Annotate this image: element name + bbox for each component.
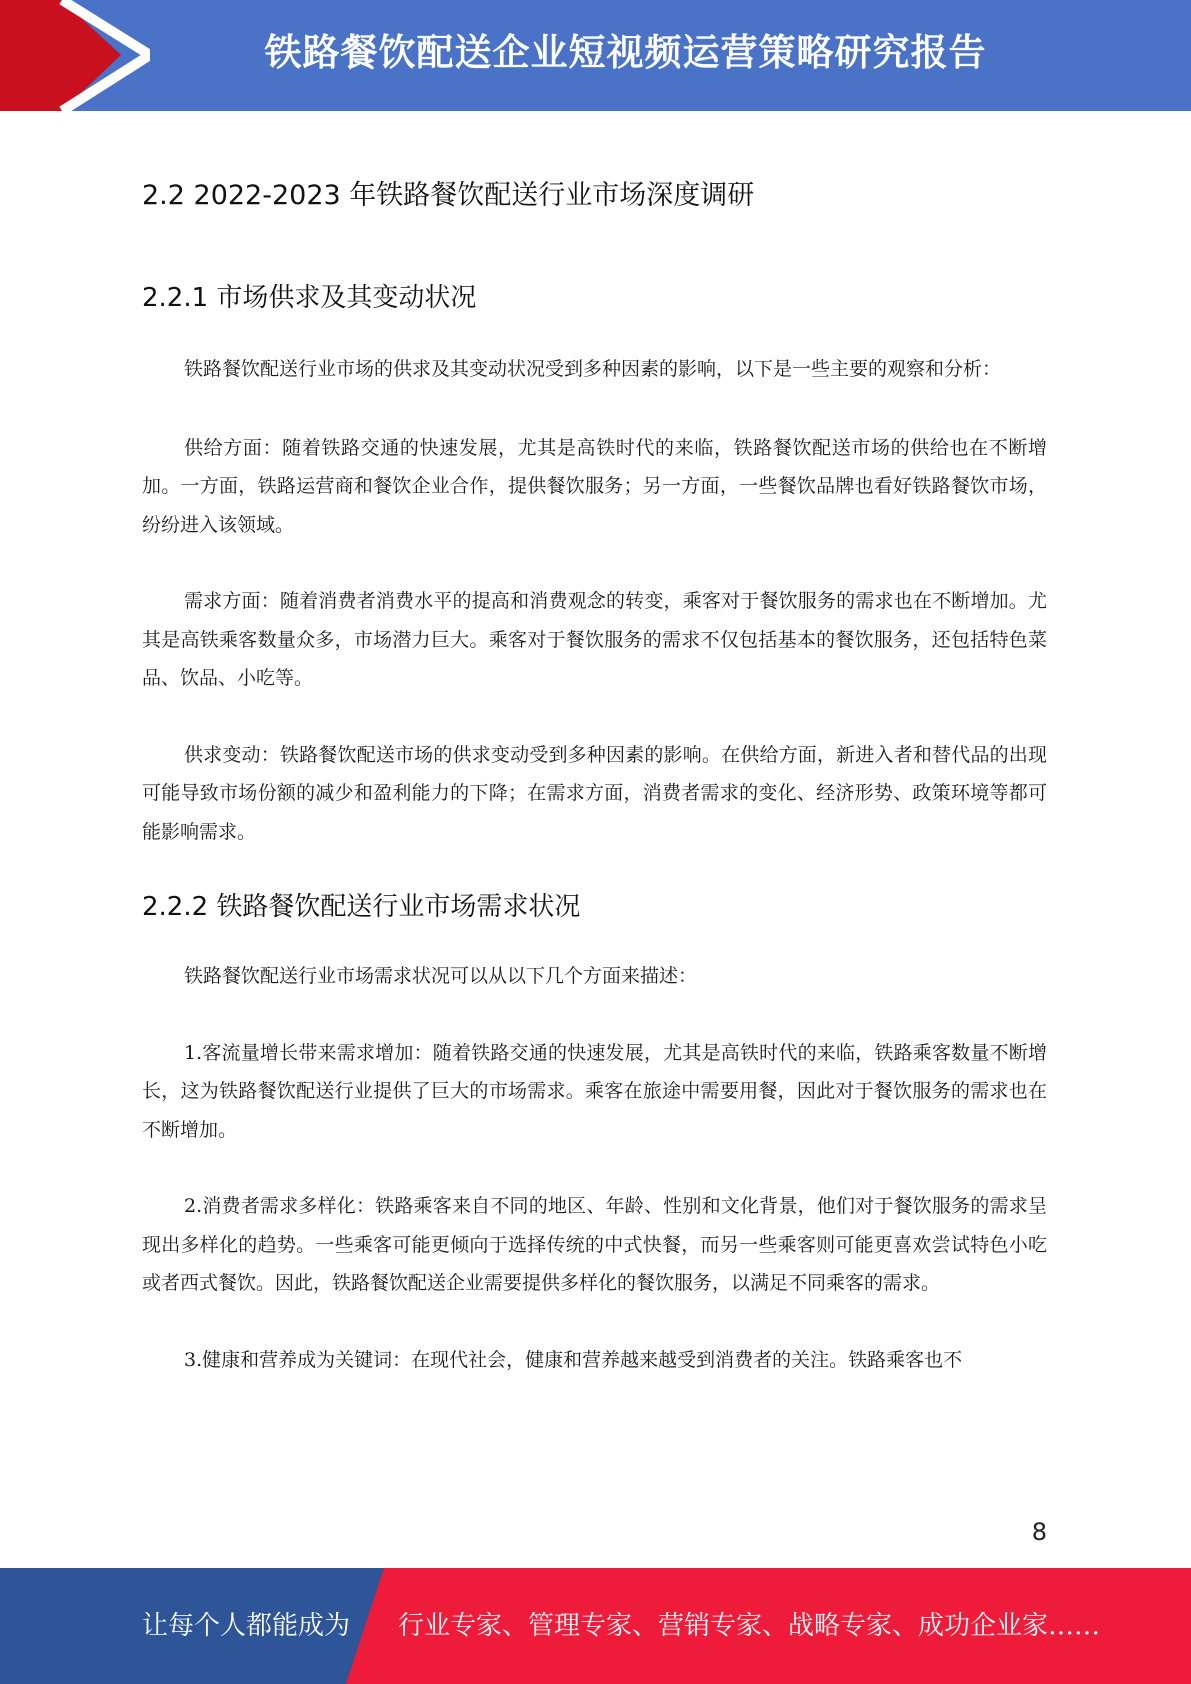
footer-slogan-left: 让每个人都能成为: [142, 1611, 351, 1641]
subsection-heading-supply-demand: 2.2.1 市场供求及其变动状况: [142, 283, 477, 313]
list-item: 1.客流量增长带来需求增加：随着铁路交通的快速发展，尤其是高铁时代的来临，铁路乘客数量不断增长，这为铁路餐饮配送行业提供了巨大的市场需求。乘客在旅途中需要用餐，因此对于餐饮服务的需求也在不断增加。: [142, 1041, 1047, 1141]
report-title: 铁路餐饮配送企业短视频运营策略研究报告: [264, 31, 987, 74]
section-heading: 2.2 2022-2023 年铁路餐饮配送行业市场深度调研: [142, 180, 755, 211]
page-header: [0, 0, 1191, 111]
page-content: [142, 176, 1047, 1379]
paragraph: 需求方面：随着消费者消费水平的提高和消费观念的转变，乘客对于餐饮服务的需求也在不断增加。尤其是高铁乘客数量众多，市场潜力巨大。乘客对于餐饮服务的需求不仅包括基本的餐饮服务，还包括特色菜品、饮品、小吃等。: [142, 590, 1047, 689]
paragraph: 供给方面：随着铁路交通的快速发展，尤其是高铁时代的来临，铁路餐饮配送市场的供给也在不断增加。一方面，铁路运营商和餐饮企业合作，提供餐饮服务；另一方面，一些餐饮品牌也看好铁路餐饮市场，纷纷进入该领域。: [142, 436, 1047, 536]
list-item: 3.健康和营养成为关键词：在现代社会，健康和营养越来越受到消费者的关注。铁路乘客也不: [184, 1348, 963, 1371]
page-number: 8: [1031, 1518, 1047, 1546]
page-footer: [0, 1568, 1191, 1684]
paragraph: 铁路餐饮配送行业市场的供求及其变动状况受到多种因素的影响，以下是一些主要的观察和分析：: [184, 358, 1002, 380]
subsection-heading-market-demand: 2.2.2 铁路餐饮配送行业市场需求状况: [142, 892, 581, 922]
footer-slogan-right: 行业专家、管理专家、营销专家、战略专家、成功企业家……: [398, 1611, 1101, 1641]
paragraph: 供求变动：铁路餐饮配送市场的供求变动受到多种因素的影响。在供给方面，新进入者和替代品的出现可能导致市场份额的减少和盈利能力的下降；在需求方面，消费者需求的变化、经济形势、政策环境等都可能影响需求。: [142, 743, 1047, 843]
list-item: 2.消费者需求多样化：铁路乘客来自不同的地区、年龄、性别和文化背景，他们对于餐饮服务的需求呈现出多样化的趋势。一些乘客可能更倾向于选择传统的中式快餐，而另一些乘客则可能更喜欢尝试特色小吃或者西式餐饮。因此，铁路餐饮配送企业需要提供多样化的餐饮服务，以满足不同乘客的需求。: [142, 1195, 1047, 1294]
paragraph: 铁路餐饮配送行业市场需求状况可以从以下几个方面来描述：: [184, 965, 698, 987]
